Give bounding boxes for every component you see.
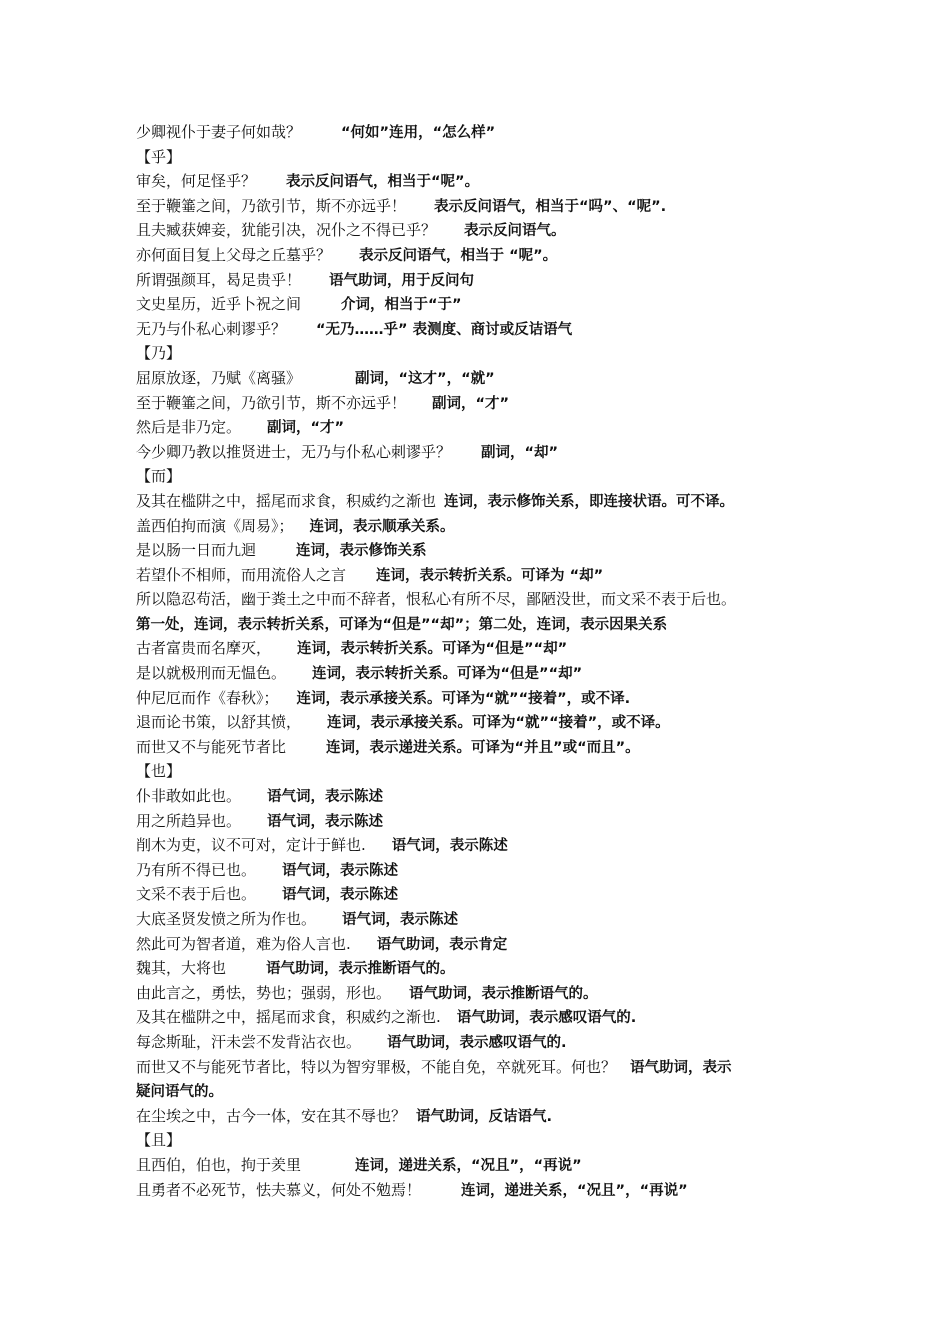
example-sentence: 且西伯，伯也，拘于羑里 [136, 1155, 302, 1174]
usage-note: 连词，递进关系，“况且”，“再说” [355, 1157, 582, 1174]
usage-note: 语气助词，表示推断语气的。 [266, 961, 455, 978]
example-line [136, 243, 826, 268]
example-line [136, 391, 826, 416]
example-sentence: 盖西伯拘而演《周易》； [136, 516, 294, 535]
example-line [136, 710, 826, 735]
document-body [136, 120, 826, 1202]
example-sentence: 乃有所不得已也。 [136, 860, 257, 879]
example-line [136, 612, 826, 637]
usage-note: 语气助词，表示肯定 [376, 936, 508, 953]
example-line [136, 587, 826, 612]
section-heading: 【乃】 [136, 344, 182, 363]
example-line [136, 686, 826, 711]
usage-note: 连词，表示转折关系。可译为 “却” [376, 567, 604, 584]
example-line [136, 1153, 826, 1178]
usage-note: 语气助词，表示感叹语气的. [456, 1010, 637, 1027]
usage-note: 副词，“才” [267, 420, 345, 437]
usage-note: “无乃……乎” 表测度、商讨或反诘语气 [316, 321, 573, 338]
example-sentence: 削木为吏，议不可对，定计于鲜也. [136, 836, 366, 855]
example-line [136, 784, 826, 809]
usage-note: 语气助词，表示推断语气的。 [409, 985, 598, 1002]
section-heading: 【也】 [136, 762, 182, 781]
usage-note: 连词，表示递进关系。可译为“并且”或“而且”。 [326, 739, 640, 756]
example-sentence: 若望仆不相师，而用流俗人之言 [136, 565, 347, 584]
example-line [136, 932, 826, 957]
usage-note: 连词，表示承接关系。可译为“就”“接着”，或不译。 [327, 715, 670, 732]
example-line [136, 882, 826, 907]
usage-note: 连词，表示转折关系。可译为“但是”“却” [297, 641, 568, 658]
usage-note: 介词，相当于“于” [341, 297, 462, 314]
example-line [136, 661, 826, 686]
usage-note: 连词，表示修饰关系，即连接状语。可不译。 [444, 493, 735, 510]
example-line [136, 907, 826, 932]
example-line [136, 514, 826, 539]
example-sentence: 亦何面目复上父母之丘墓乎？ [136, 245, 332, 264]
example-line [136, 981, 826, 1006]
example-line [136, 218, 826, 243]
example-line [136, 120, 826, 145]
usage-note: 连词，递进关系，“况且”，“再说” [461, 1182, 688, 1199]
usage-note: 语气助词，表示感叹语气的. [387, 1034, 567, 1051]
usage-note: 副词，“这才”，“就” [355, 370, 495, 387]
usage-note: 语气词，表示陈述 [342, 912, 459, 928]
usage-note: 语气词，表示陈述 [267, 789, 384, 806]
example-sentence: 魏其，大将也 [136, 959, 227, 978]
example-line [136, 317, 826, 342]
example-sentence: 仆非敢如此也。 [136, 787, 242, 806]
example-line [136, 489, 826, 514]
section-heading: 【乎】 [136, 147, 182, 166]
example-line [136, 1079, 826, 1104]
usage-note: 语气助词，表示 [630, 1059, 732, 1076]
usage-note: 第一处，连词，表示转折关系，可译为“但是”“却”；第二处，连词，表示因果关系 [136, 616, 668, 633]
example-sentence: 然此可为智者道，难为俗人言也. [136, 934, 351, 953]
usage-note: 语气词，表示陈述 [282, 862, 399, 879]
usage-note: 语气词，表示陈述 [267, 813, 384, 830]
example-sentence: 大底圣贤发愤之所为作也。 [136, 910, 317, 928]
usage-note: 表示反问语气，相当于 “呢”。 [359, 247, 558, 264]
example-sentence: 所谓强颜耳，曷足贵乎！ [136, 270, 302, 289]
example-sentence: 今少卿乃教以推贤进士，无乃与仆私心刺谬乎？ [136, 442, 452, 461]
example-line [136, 440, 826, 465]
example-sentence: 文史星历，近乎卜祝之间 [136, 295, 302, 314]
example-sentence: 无乃与仆私心刺谬乎？ [136, 319, 287, 338]
example-line [136, 956, 826, 981]
example-sentence: 少卿视仆于妻子何如哉？ [136, 123, 302, 141]
example-line [136, 563, 826, 588]
example-line [136, 735, 826, 760]
example-sentence: 是以就极刑而无愠色。 [136, 664, 287, 683]
example-line [136, 415, 826, 440]
example-sentence: 退而论书策，以舒其愤， [136, 713, 302, 732]
example-line [136, 1178, 826, 1203]
example-line [136, 292, 826, 317]
example-sentence: 及其在槛阱之中，摇尾而求食，积威约之渐也. [136, 1008, 441, 1027]
usage-note: 连词，表示顺承关系。 [309, 518, 455, 535]
example-sentence: 用之所趋异也。 [136, 811, 242, 830]
example-sentence: 审矣，何足怪乎？ [136, 172, 257, 191]
usage-note: 表示反问语气，相当于“呢”。 [286, 174, 480, 191]
example-sentence: 且勇者不必死节，怯夫慕义，何处不勉焉！ [136, 1180, 422, 1199]
example-line [136, 809, 826, 834]
usage-note: 副词，“却” [481, 444, 559, 461]
example-line [136, 833, 826, 858]
example-sentence: 所以隐忍苟活，幽于粪土之中而不辞者，恨私心有所不尽，鄙陋没世，而文采不表于后也。 [136, 590, 737, 609]
example-sentence: 而世又不与能死节者比，特以为智穷罪极，不能自免，卒就死耳。何也？ [136, 1057, 617, 1076]
example-sentence: 是以肠一日而九迴 [136, 541, 257, 560]
example-line [136, 1030, 826, 1055]
example-line [136, 858, 826, 883]
section-heading: 【而】 [136, 467, 182, 486]
example-line [136, 538, 826, 563]
usage-note: 连词，表示承接关系。可译为“就”“接着”，或不译. [296, 690, 631, 707]
example-sentence: 每念斯耻，汗未尝不发背沾衣也。 [136, 1032, 362, 1051]
usage-note: 表示反问语气，相当于“吗”、“呢”. [434, 198, 667, 215]
example-sentence: 而世又不与能死节者比 [136, 737, 287, 756]
usage-note: 语气助词，反诘语气. [416, 1108, 553, 1125]
example-line [136, 366, 826, 391]
example-sentence: 文采不表于后也。 [136, 885, 257, 904]
example-sentence: 至于鞭箠之间，乃欲引节，斯不亦远乎！ [136, 196, 407, 215]
example-sentence: 由此言之，勇怯，势也；强弱，形也。 [136, 983, 392, 1002]
example-sentence: 在尘埃之中，古今一体，安在其不辱也？ [136, 1106, 407, 1125]
example-sentence: 屈原放逐，乃赋《离骚》 [136, 368, 302, 387]
usage-note: 语气助词，用于反问句 [329, 272, 475, 289]
example-sentence: 及其在槛阱之中，摇尾而求食，积威约之渐也 [136, 491, 437, 510]
example-sentence: 然后是非乃定。 [136, 418, 242, 437]
usage-note: 表示反问语气。 [464, 223, 566, 240]
example-line [136, 1104, 826, 1129]
example-sentence: 仲尼厄而作《春秋》； [136, 688, 279, 707]
example-line [136, 268, 826, 293]
usage-note: 副词，“才” [432, 395, 510, 412]
example-sentence: 至于鞭箠之间，乃欲引节，斯不亦远乎！ [136, 393, 407, 412]
example-sentence: 古者富贵而名摩灭， [136, 639, 272, 658]
usage-note: “何如”连用，“怎么样” [341, 125, 496, 141]
usage-note: 疑问语气的。 [136, 1084, 223, 1101]
example-line [136, 194, 826, 219]
usage-note: 连词，表示修饰关系 [296, 543, 427, 560]
usage-note: 语气词，表示陈述 [282, 887, 399, 904]
usage-note: 语气词，表示陈述 [391, 838, 508, 855]
section-heading: 【且】 [136, 1131, 182, 1150]
example-line [136, 1005, 826, 1030]
example-sentence: 且夫臧获婢妾，犹能引决，况仆之不得已乎？ [136, 221, 437, 240]
example-line [136, 169, 826, 194]
example-line [136, 1055, 826, 1080]
example-line [136, 636, 826, 661]
usage-note: 连词，表示转折关系。可译为“但是”“却” [312, 666, 583, 683]
